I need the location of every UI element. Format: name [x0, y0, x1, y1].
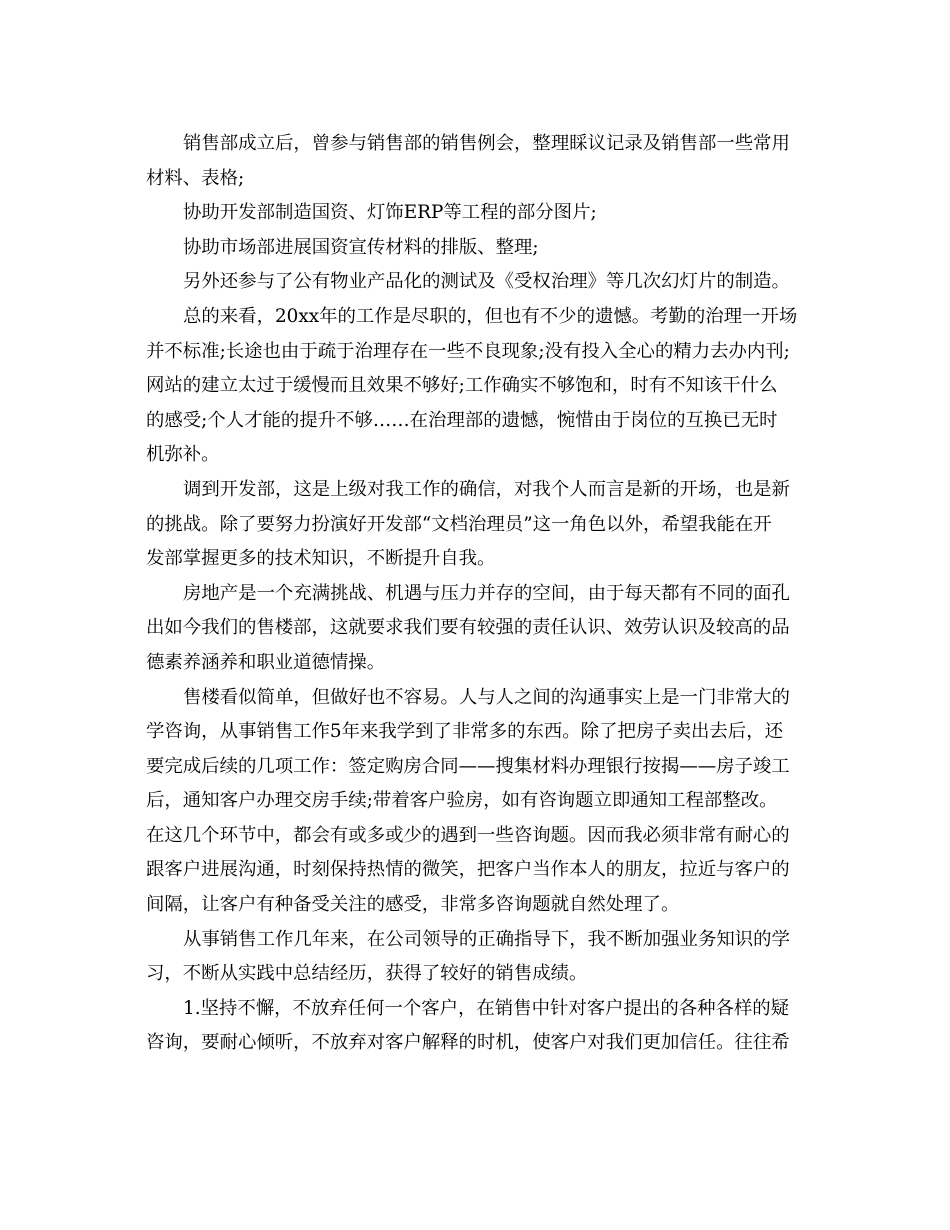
- text-line: 售楼看似简单，但做好也不容易。人与人之间的沟通事实上是一门非常大的: [183, 686, 790, 708]
- text-line: 的感受;个人才能的提升不够……在治理部的遗憾，惋惜由于岗位的互换已无时: [146, 409, 778, 431]
- text-line: 出如今我们的售楼部，这就要求我们要有较强的责任认识、效劳认识及较高的品: [146, 617, 790, 639]
- paragraph-point-1: [146, 992, 802, 1061]
- text-line: 学咨询，从事销售工作5年来我学到了非常多的东西。除了把房子卖出去后，还: [146, 721, 783, 743]
- text-line: 协助市场部进展国资宣传材料的排版、整理;: [183, 236, 539, 258]
- text-line: 咨询，要耐心倾听，不放弃对客户解释的时机，使客户对我们更加信任。往往希: [146, 1032, 790, 1054]
- text-line: 调到开发部，这是上级对我工作的确信，对我个人而言是新的开场，也是新: [183, 478, 790, 500]
- text-line: 销售部成立后，曾参与销售部的销售例会，整理睬议记录及销售部一些常用: [183, 133, 790, 154]
- text-line: 的挑战。除了要努力扮演好开发部“文档治理员”这一角色以外，希望我能在开: [146, 513, 772, 535]
- text-line: 在这几个环节中，都会有或多或少的遇到一些咨询题。因而我必须非常有耐心的: [146, 824, 790, 846]
- paragraph-marketing-layout: [146, 231, 802, 266]
- paragraph-erp-images: [146, 196, 802, 231]
- text-line: 后，通知客户办理交房手续;带着客户验房，如有咨询题立即通知工程部整改。: [146, 790, 778, 812]
- text-line: 跟客户进展沟通，时刻保持热情的微笑，把客户当作本人的朋友，拉近与客户的: [146, 859, 790, 881]
- paragraph-sales-department: [146, 127, 802, 196]
- paragraph-property-testing: [146, 265, 802, 300]
- text-line: 房地产是一个充满挑战、机遇与压力并存的空间，由于每天都有不同的面孔: [183, 582, 790, 604]
- text-line: 发部掌握更多的技术知识，不断提升自我。: [146, 548, 496, 570]
- text-line: 要完成后续的几项工作：签定购房合同——搜集材料办理银行按揭——房子竣工: [146, 755, 790, 777]
- text-line: 网站的建立太过于缓慢而且效果不够好;工作确实不够饱和，时有不知该干什么: [146, 375, 778, 397]
- text-line: 材料、表格;: [146, 167, 245, 189]
- text-line: 习，不断从实践中总结经历，获得了较好的销售成绩。: [146, 963, 588, 985]
- text-line: 总的来看，20xx年的工作是尽职的，但也有不少的遗憾。考勤的治理一开场: [183, 305, 798, 327]
- paragraph-sales-experience: [146, 923, 802, 992]
- text-line: 协助开发部制造国资、灯饰ERP等工程的部分图片;: [183, 202, 597, 224]
- text-line: 从事销售工作几年来，在公司领导的正确指导下，我不断加强业务知识的学: [183, 928, 790, 950]
- text-line: 德素养涵养和职业道德情操。: [146, 651, 386, 673]
- text-line: 并不标准;长途也由于疏于治理存在一些不良现象;没有投入全心的精力去办内刊;: [146, 340, 790, 362]
- paragraph-sales-process: [146, 681, 802, 923]
- paragraph-year-summary: [146, 300, 802, 473]
- paragraph-real-estate: [146, 577, 802, 681]
- text-line: 另外还参与了公有物业产品化的测试及《受权治理》等几次幻灯片的制造。: [183, 271, 790, 293]
- text-line: 机弥补。: [146, 444, 220, 466]
- document-body: [146, 127, 802, 1061]
- text-line: 间隔，让客户有种备受关注的感受，非常多咨询题就自然处理了。: [146, 894, 680, 916]
- text-line: 1.坚持不懈，不放弃任何一个客户，在销售中针对客户提出的各种各样的疑: [183, 997, 790, 1019]
- paragraph-transfer-development: [146, 473, 802, 577]
